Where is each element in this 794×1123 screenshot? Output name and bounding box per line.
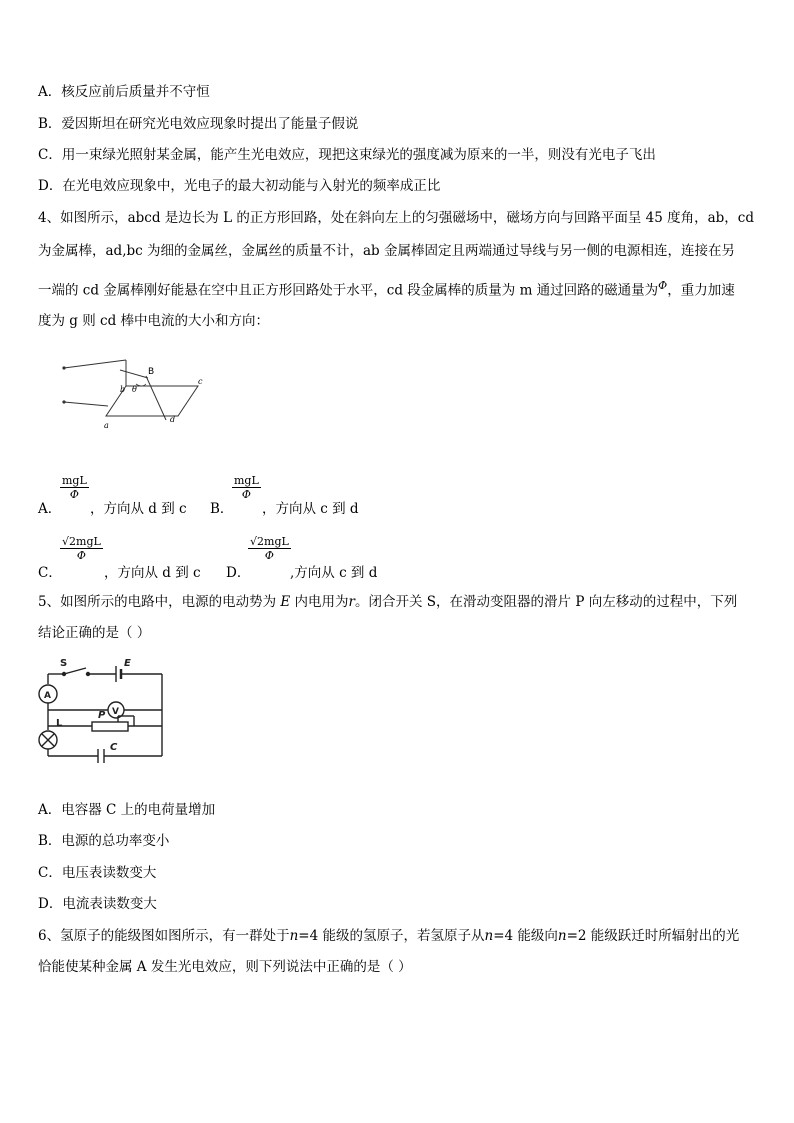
q5-stem-line1-c: 。闭合开关 S，在滑动变阻器的滑片 P 向左移动的过程中，下列	[355, 594, 738, 610]
q5-emf-symbol: E	[280, 594, 291, 610]
fig-label-theta: θ	[132, 385, 137, 394]
q4-option-c-text: ，方向从 d 到 c	[104, 565, 201, 581]
q4-stem-line3-post: ，重力加速	[667, 282, 735, 299]
q5-stem-line1-a: 5、如图所示的电路中，电源的电动势为	[38, 594, 277, 610]
q6-n-symbol-1: n	[289, 928, 299, 944]
q4-option-d-fraction	[248, 535, 291, 562]
fig-label-a: a	[104, 421, 109, 430]
q4-option-c-fraction	[60, 535, 103, 562]
q3-option-d: D．在光电效应现象中，光电子的最大初动能与入射光的频率成正比	[38, 178, 441, 194]
slider-label-P: P	[98, 710, 106, 721]
q4-option-b-denominator: Φ	[241, 488, 251, 501]
q6-n-symbol-2: n	[484, 928, 494, 944]
q4-figure	[48, 350, 208, 450]
q6-n-symbol-3: n	[557, 928, 567, 944]
q4-option-b-numerator: mgL	[234, 474, 259, 487]
lamp-label-L: L	[56, 718, 63, 729]
q6-stem-line1-d: =2 能级跃迁时所辐射出的光	[566, 928, 740, 944]
circuit-label-E: E	[124, 658, 131, 669]
q5-r-symbol: r	[348, 594, 356, 610]
q4-stem-line3-pre: 一端的 cd 金属棒刚好能悬在空中且正方形回路处于水平，cd 段金属棒的质量为 m 通过回路的磁通量为	[38, 282, 659, 299]
q4-option-b-label: B．	[210, 501, 234, 517]
q6-stem-line2: 恰能使某种金属 A 发生光电效应，则下列说法中正确的是（ ）	[38, 959, 412, 975]
q6-stem-line1-c: =4 能级向	[493, 928, 558, 944]
fig-label-b: b	[120, 385, 126, 394]
q4-option-a-fraction	[60, 474, 89, 501]
q6-stem-line1	[38, 927, 739, 945]
q4-option-a-text: ，方向从 d 到 c	[90, 501, 187, 517]
ammeter-label: A	[44, 691, 51, 701]
q4-stem-line2: 为金属棒，ad,bc 为细的金属丝，金属丝的质量不计，ab 金属棒固定且两端通过导线与另一侧的电源相连，连接在另	[38, 243, 735, 259]
q4-option-d-denominator: Φ	[264, 549, 274, 562]
q5-stem-line1-b: 内电用为	[294, 594, 349, 610]
q5-option-a: A．电容器 C 上的电荷量增加	[38, 802, 216, 818]
q5-option-b: B．电源的总功率变小	[38, 833, 170, 849]
q4-option-a-denominator: Φ	[69, 488, 79, 501]
q5-stem-line1	[38, 593, 737, 611]
fig-label-c: c	[198, 377, 203, 386]
q4-stem-line4: 度为 g 则 cd 棒中电流的大小和方向：	[38, 313, 270, 329]
fig-label-d: d	[170, 415, 176, 424]
q3-option-b: B．爱因斯坦在研究光电效应现象时提出了能量子假说	[38, 116, 359, 132]
q4-option-b-text: ，方向从 c 到 d	[262, 501, 359, 517]
q5-option-d: D．电流表读数变大	[38, 896, 157, 912]
q4-option-d-text: ,方向从 c 到 d	[290, 565, 378, 581]
voltmeter-label: V	[112, 707, 119, 717]
q3-option-a: A．核反应前后质量并不守恒	[38, 84, 210, 100]
q4-option-b-fraction	[232, 474, 261, 501]
q4-option-d-label: D．	[226, 565, 251, 581]
q5-circuit	[38, 656, 168, 781]
q5-option-c: C．电压表读数变大	[38, 865, 157, 881]
q4-option-a-numerator: mgL	[62, 474, 87, 487]
q6-stem-line1-a: 6、氢原子的能级图如图所示，有一群处于	[38, 928, 290, 944]
q4-option-a-label: A．	[38, 501, 62, 517]
q4-stem-line1: 4、如图所示，abcd 是边长为 L 的正方形回路，处在斜向左上的匀强磁场中，磁场方向与回路平面呈 45 度角，ab，cd	[38, 210, 754, 226]
q5-stem-line2: 结论正确的是（ ）	[38, 625, 151, 641]
q4-stem-line3	[38, 277, 735, 300]
q4-option-d-numerator: √2mgL	[250, 535, 289, 548]
q6-stem-line1-b: =4 能级的氢原子，若氢原子从	[298, 928, 485, 944]
q4-option-c-label: C．	[38, 565, 62, 581]
q4-option-c-numerator: √2mgL	[62, 535, 101, 548]
q4-option-c-denominator: Φ	[76, 549, 86, 562]
capacitor-label-C: C	[110, 742, 118, 753]
phi-symbol: Φ	[658, 279, 668, 292]
fig-label-B: B	[148, 367, 155, 377]
q3-option-c: C．用一束绿光照射某金属，能产生光电效应，现把这束绿光的强度减为原来的一半，则没有光电子飞出	[38, 147, 656, 163]
circuit-label-S: S	[60, 658, 68, 669]
